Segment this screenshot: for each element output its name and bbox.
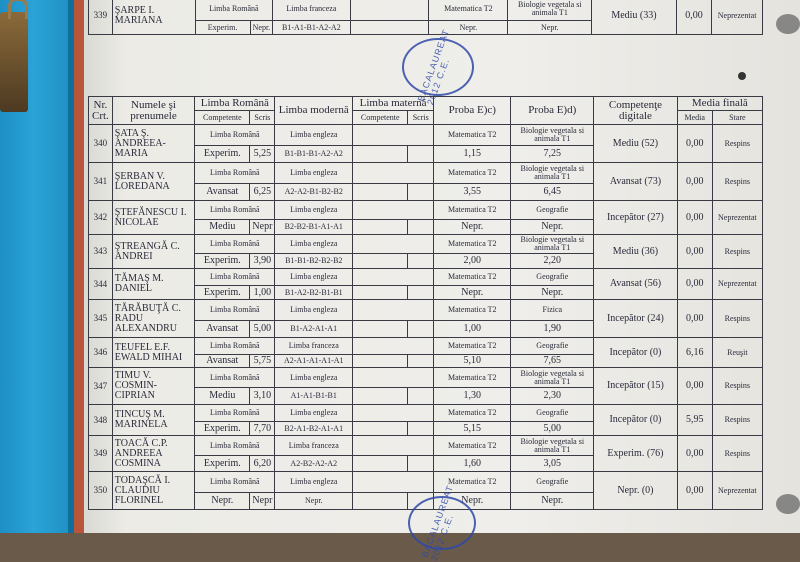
maternal-written-empty [408, 220, 434, 235]
rom-label: Limba Română [195, 472, 275, 493]
status: Neprezentat [712, 269, 762, 300]
ed-subject: Biologie vegetala si animala T1 [511, 436, 594, 456]
ed-grade: Nepr. [508, 21, 592, 35]
ec-grade: 5,10 [434, 355, 511, 368]
maternal-comp-empty [353, 220, 408, 235]
final-average: 0,00 [677, 472, 712, 510]
rom-written: 7,70 [250, 422, 275, 436]
maternal-written-empty [408, 321, 434, 338]
maternal-written-empty [408, 355, 434, 368]
ed-grade: Nepr. [511, 220, 594, 235]
header-romanian: Limba Română [195, 97, 275, 111]
table-row [89, 163, 763, 184]
ec-grade: 5,15 [434, 422, 511, 436]
rom-label: Limba Română [195, 300, 275, 321]
language-levels: A2-A1-A1-A1-A1 [275, 355, 353, 368]
ed-subject: Fizica [511, 300, 594, 321]
modern-language: Limba engleza [275, 368, 353, 388]
student-name: ŞARPE I. MARIANA [112, 0, 195, 35]
ec-grade: 1,60 [434, 456, 511, 472]
digital-skills: Mediu (36) [594, 235, 678, 269]
maternal-empty [353, 235, 434, 254]
status: Respins [712, 405, 762, 436]
table-row [89, 201, 763, 220]
student-name: ŞTREANGĂ C. ANDREI [112, 235, 194, 269]
row-nr: 339 [89, 0, 113, 35]
bacalaureat-stamp: BACALAUREAT 2012 C.E. [402, 38, 474, 96]
maternal-comp-empty [353, 321, 408, 338]
table-row [89, 300, 763, 321]
status: Neprezentat [712, 472, 762, 510]
maternal-empty [353, 269, 434, 286]
header-final: Media finală [677, 97, 762, 111]
maternal-empty [353, 472, 434, 493]
row-nr: 340 [89, 125, 113, 163]
top-table [88, 0, 763, 35]
student-name: TODAŞCĂ I. CLAUDIU FLORINEL [112, 472, 194, 510]
ec-subject: Matematica T2 [429, 0, 508, 21]
header-nr: Nr. Crt. [89, 97, 113, 125]
ed-subject: Biologie vegetala si animala T1 [511, 163, 594, 184]
ec-subject: Matematica T2 [434, 472, 511, 493]
header-stare: Stare [712, 111, 762, 125]
language-levels: B1-A2-B2-B1-B1 [275, 286, 353, 300]
student-name: TĂMAŞ M. DANIEL [112, 269, 194, 300]
row-nr: 346 [89, 338, 113, 368]
maternal-empty [353, 405, 434, 422]
ec-grade: 3,55 [434, 184, 511, 201]
maternal-comp-empty [353, 254, 408, 269]
header-mat-comp: Competente [353, 111, 408, 125]
status: Neprezentat [712, 0, 763, 35]
ed-grade: Nepr. [511, 493, 594, 510]
status: Neprezentat [712, 201, 762, 235]
header-mat-written: Scris [408, 111, 434, 125]
maternal-empty [353, 368, 434, 388]
ed-subject: Geografie [511, 338, 594, 355]
header-ed: Proba E)d) [511, 97, 594, 125]
table-row [89, 235, 763, 254]
rom-written: Nepr. [250, 21, 273, 35]
language-levels: A1-A1-B1-B1 [275, 388, 353, 405]
rom-competence: Experim. [195, 146, 250, 163]
row-nr: 347 [89, 368, 113, 405]
rom-label: Limba Română [195, 405, 275, 422]
rom-competence: Nepr. [195, 493, 250, 510]
maternal-empty [353, 201, 434, 220]
digital-skills: Nepr. (0) [594, 472, 678, 510]
rom-written: 5,25 [250, 146, 275, 163]
ed-subject: Geografie [511, 405, 594, 422]
language-levels: B1-A1-B1-A2-A2 [273, 21, 350, 35]
student-name: TEUFEL E.F. EWALD MIHAI [112, 338, 194, 368]
ed-subject: Biologie vegetala si animala T1 [508, 0, 592, 21]
rom-label: Limba Română [195, 163, 275, 184]
row-nr: 345 [89, 300, 113, 338]
ec-subject: Matematica T2 [434, 405, 511, 422]
rom-written: 5,75 [250, 355, 275, 368]
language-levels: A2-A2-B1-B2-B2 [275, 184, 353, 201]
ec-grade: 1,00 [434, 321, 511, 338]
results-table [88, 96, 763, 510]
ed-subject: Geografie [511, 201, 594, 220]
final-average: 0,00 [677, 368, 712, 405]
ed-subject: Geografie [511, 472, 594, 493]
header-media: Media [677, 111, 712, 125]
modern-language: Limba engleza [275, 201, 353, 220]
digital-skills: Mediu (33) [592, 0, 677, 35]
maternal-written-empty [408, 286, 434, 300]
student-name: ŞATA Ş. ANDREEA-MARIA [112, 125, 194, 163]
rom-written: 6,25 [250, 184, 275, 201]
modern-language: Limba franceza [273, 0, 350, 21]
modern-language: Limba engleza [275, 235, 353, 254]
ec-subject: Matematica T2 [434, 235, 511, 254]
maternal-comp-empty [353, 184, 408, 201]
row-nr: 349 [89, 436, 113, 472]
pin [738, 72, 746, 80]
language-levels: B1-B1-B1-A2-A2 [275, 146, 353, 163]
ec-subject: Matematica T2 [434, 201, 511, 220]
modern-language: Limba engleza [275, 125, 353, 146]
maternal-empty [353, 163, 434, 184]
rom-competence: Avansat [195, 184, 250, 201]
maternal-comp-empty [353, 355, 408, 368]
student-name: TIMU V. COSMIN-CIPRIAN [112, 368, 194, 405]
ec-grade: 2,00 [434, 254, 511, 269]
final-average: 0,00 [677, 269, 712, 300]
student-name: TĂRĂBUŢĂ C. RADU ALEXANDRU [112, 300, 194, 338]
ed-subject: Biologie vegetala si animala T1 [511, 235, 594, 254]
maternal-empty [353, 338, 434, 355]
language-levels: B2-B2-B1-A1-A1 [275, 220, 353, 235]
student-name: TINCUŞ M. MARINELA [112, 405, 194, 436]
ed-grade: 1,90 [511, 321, 594, 338]
rom-written: 3,10 [250, 388, 275, 405]
ed-grade: 7,25 [511, 146, 594, 163]
digital-skills: Incepător (0) [594, 405, 678, 436]
final-average: 5,95 [677, 405, 712, 436]
ec-grade: Nepr. [434, 493, 511, 510]
rom-label: Limba Română [195, 235, 275, 254]
rom-written: 3,90 [250, 254, 275, 269]
bacalaureat-stamp-bottom: BACALAUREAT 2012 C.E. [408, 496, 476, 550]
rom-written: 6,20 [250, 456, 275, 472]
maternal-written-empty [408, 184, 434, 201]
row-nr: 341 [89, 163, 113, 201]
ec-subject: Matematica T2 [434, 436, 511, 456]
final-average: 0,00 [677, 201, 712, 235]
row-nr: 350 [89, 472, 113, 510]
header-name: Numele şi prenumele [112, 97, 194, 125]
maternal-written-empty [408, 422, 434, 436]
header-rom-written: Scris [250, 111, 275, 125]
maternal-empty [353, 125, 434, 146]
rom-written: Nepr [250, 493, 275, 510]
rom-competence: Mediu [195, 220, 250, 235]
ed-subject: Biologie vegetala si animala T1 [511, 368, 594, 388]
table-row [89, 269, 763, 286]
ec-subject: Matematica T2 [434, 269, 511, 286]
table-row [89, 436, 763, 456]
ed-grade: 5,00 [511, 422, 594, 436]
header-digital: Competenţe digitale [594, 97, 678, 125]
rom-competence: Experim. [195, 456, 250, 472]
digital-skills: Experim. (76) [594, 436, 678, 472]
row-nr: 343 [89, 235, 113, 269]
table-row [89, 405, 763, 422]
modern-language: Limba engleza [275, 269, 353, 286]
table-row [89, 472, 763, 493]
ed-subject: Biologie vegetala si animala T1 [511, 125, 594, 146]
modern-language: Limba franceza [275, 436, 353, 456]
ed-grade: 6,45 [511, 184, 594, 201]
table-row [89, 125, 763, 146]
maternal-empty [353, 436, 434, 456]
status: Respins [712, 235, 762, 269]
final-average: 0,00 [677, 125, 712, 163]
student-name: ŞERBAN V. LOREDANA [112, 163, 194, 201]
ed-subject: Geografie [511, 269, 594, 286]
rom-competence: Avansat [195, 355, 250, 368]
header-rom-comp: Competente [195, 111, 250, 125]
language-levels: Nepr. [275, 493, 353, 510]
ec-subject: Matematica T2 [434, 368, 511, 388]
ec-grade: Nepr. [434, 286, 511, 300]
maternal-written-empty [408, 456, 434, 472]
language-levels: B2-A1-B2-A1-A1 [275, 422, 353, 436]
padlock [0, 12, 28, 112]
header-modern: Limba modernă [275, 97, 353, 125]
status: Respins [712, 300, 762, 338]
language-levels: B1-A2-A1-A1 [275, 321, 353, 338]
ec-grade: Nepr. [434, 220, 511, 235]
rom-competence: Avansat [195, 321, 250, 338]
rom-competence: Experim. [195, 286, 250, 300]
final-average: 0,00 [677, 163, 712, 201]
digital-skills: Incepător (24) [594, 300, 678, 338]
rom-label: Limba Română [195, 368, 275, 388]
maternal-written-empty [408, 254, 434, 269]
final-average: 0,00 [676, 0, 711, 35]
status: Reuşit [712, 338, 762, 368]
status: Respins [712, 163, 762, 201]
modern-language: Limba franceza [275, 338, 353, 355]
digital-skills: Incepător (15) [594, 368, 678, 405]
rom-label: Limba Română [195, 0, 273, 21]
student-name: ŞTEFĂNESCU I. NICOLAE [112, 201, 194, 235]
status: Respins [712, 368, 762, 405]
row-nr: 344 [89, 269, 113, 300]
ed-grade: 2,30 [511, 388, 594, 405]
row-nr: 348 [89, 405, 113, 436]
maternal-comp-empty [353, 493, 408, 510]
digital-skills: Avansat (56) [594, 269, 678, 300]
ec-subject: Matematica T2 [434, 125, 511, 146]
digital-skills: Avansat (73) [594, 163, 678, 201]
maternal-comp-empty [353, 146, 408, 163]
rom-competence: Experim. [195, 422, 250, 436]
modern-language: Limba engleza [275, 405, 353, 422]
final-average: 0,00 [677, 436, 712, 472]
status: Respins [712, 436, 762, 472]
final-average: 6,16 [677, 338, 712, 368]
final-average: 0,00 [677, 300, 712, 338]
rom-written: Nepr [250, 220, 275, 235]
language-levels: A2-B2-A2-A2 [275, 456, 353, 472]
maternal-empty [353, 300, 434, 321]
maternal-comp-empty [353, 388, 408, 405]
rom-written: 5,00 [250, 321, 275, 338]
ec-grade: 1,15 [434, 146, 511, 163]
ec-grade: 1,30 [434, 388, 511, 405]
table-row [89, 368, 763, 388]
ed-grade: 2,20 [511, 254, 594, 269]
rom-label: Limba Română [195, 338, 275, 355]
ed-grade: Nepr. [511, 286, 594, 300]
ed-grade: 7,65 [511, 355, 594, 368]
rom-label: Limba Română [195, 125, 275, 146]
header-ec: Proba E)c) [434, 97, 511, 125]
header-maternal: Limba maternă [353, 97, 434, 111]
final-average: 0,00 [677, 235, 712, 269]
rom-competence: Mediu [195, 388, 250, 405]
maternal-written-empty [408, 388, 434, 405]
ec-subject: Matematica T2 [434, 163, 511, 184]
digital-skills: Incepător (0) [594, 338, 678, 368]
ec-subject: Matematica T2 [434, 300, 511, 321]
modern-language: Limba engleza [275, 472, 353, 493]
rom-label: Limba Română [195, 436, 275, 456]
row-nr: 342 [89, 201, 113, 235]
digital-skills: Mediu (52) [594, 125, 678, 163]
ed-grade: 3,05 [511, 456, 594, 472]
rom-competence: Experim. [195, 254, 250, 269]
modern-language: Limba engleza [275, 163, 353, 184]
rom-label: Limba Română [195, 201, 275, 220]
maternal-comp-empty [353, 456, 408, 472]
student-name: TOACĂ C.P. ANDREEA COSMINA [112, 436, 194, 472]
table-row [89, 338, 763, 355]
shadow-bottom [776, 494, 800, 514]
modern-language: Limba engleza [275, 300, 353, 321]
rom-written: 1,00 [250, 286, 275, 300]
maternal-comp-empty [353, 286, 408, 300]
ec-subject: Matematica T2 [434, 338, 511, 355]
maternal-comp-empty [353, 422, 408, 436]
language-levels: B1-B1-B2-B2-B2 [275, 254, 353, 269]
digital-skills: Incepător (27) [594, 201, 678, 235]
ec-grade: Nepr. [429, 21, 508, 35]
status: Respins [712, 125, 762, 163]
rom-label: Limba Română [195, 269, 275, 286]
maternal-written-empty [408, 146, 434, 163]
rom-competence: Experim. [195, 21, 250, 35]
shadow-top [776, 14, 800, 34]
